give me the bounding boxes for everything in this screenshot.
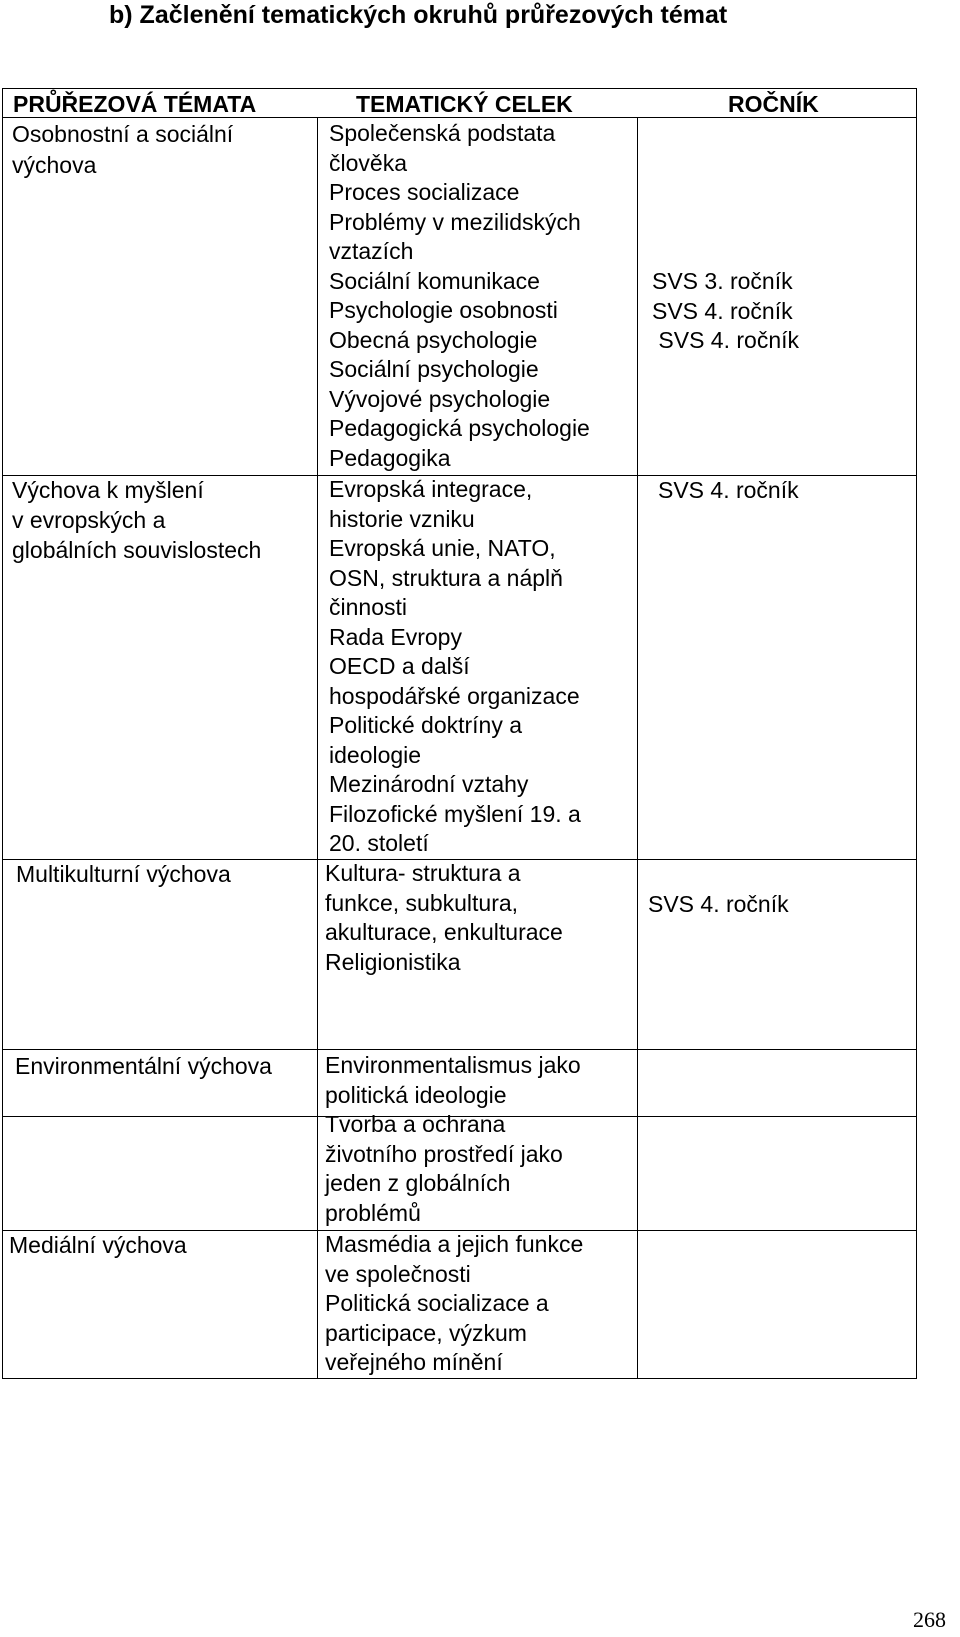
year-cell: SVS 3. ročník SVS 4. ročník SVS 4. ročník: [652, 268, 800, 353]
unit-cell: Environmentalismus jako politická ideologie Tvorba a ochrana životního prostředí jako jeden z globálních problémů: [325, 1052, 581, 1226]
unit-cell: Kultura- struktura a funkce, subkultura, akulturace, enkulturace Religionistika: [325, 860, 563, 975]
column-divider-2: [637, 1050, 638, 1378]
column-divider-2: [637, 118, 638, 1116]
topic-cell: Multikulturní výchova: [16, 861, 231, 887]
column-header-topics: PRŮŘEZOVÁ TÉMATA: [13, 91, 257, 117]
year-cell: SVS 4. ročník: [658, 477, 799, 503]
unit-cell: Masmédia a jejich funkce ve společnosti Politická socializace a participace, výzkum veřejného mínění: [325, 1231, 584, 1375]
unit-cell: Společenská podstata člověka Proces socializace Problémy v mezilidských vztazích Sociální komunikace Psychologie osobnosti Obecná psychologie Sociální psychologie Vývojové psychologie Pedagogická psychologie Pedagogika: [329, 120, 590, 471]
topic-cell: Environmentální výchova: [15, 1053, 272, 1079]
page-number: 268: [913, 1607, 946, 1632]
column-header-year: ROČNÍK: [728, 91, 819, 117]
column-header-units: TEMATICKÝ CELEK: [356, 91, 573, 117]
year-cell: SVS 4. ročník: [648, 891, 789, 917]
topic-cell: Mediální výchova: [9, 1232, 187, 1258]
section-heading: b) Začlenění tematických okruhů průřezových témat: [109, 1, 728, 29]
topic-cell: Osobnostní a sociální výchova: [12, 121, 234, 178]
unit-cell: Evropská integrace, historie vzniku Evropská unie, NATO, OSN, struktura a náplň činnosti Rada Evropy OECD a další hospodářské organizace Politické doktríny a ideologie Mezinárodní vztahy Filozofické myšlení 19. a 20. století: [329, 476, 581, 856]
topic-cell: Výchova k myšlení v evropských a globálních souvislostech: [12, 477, 262, 563]
column-divider-1: [317, 1050, 318, 1378]
column-divider-1: [317, 118, 318, 1116]
